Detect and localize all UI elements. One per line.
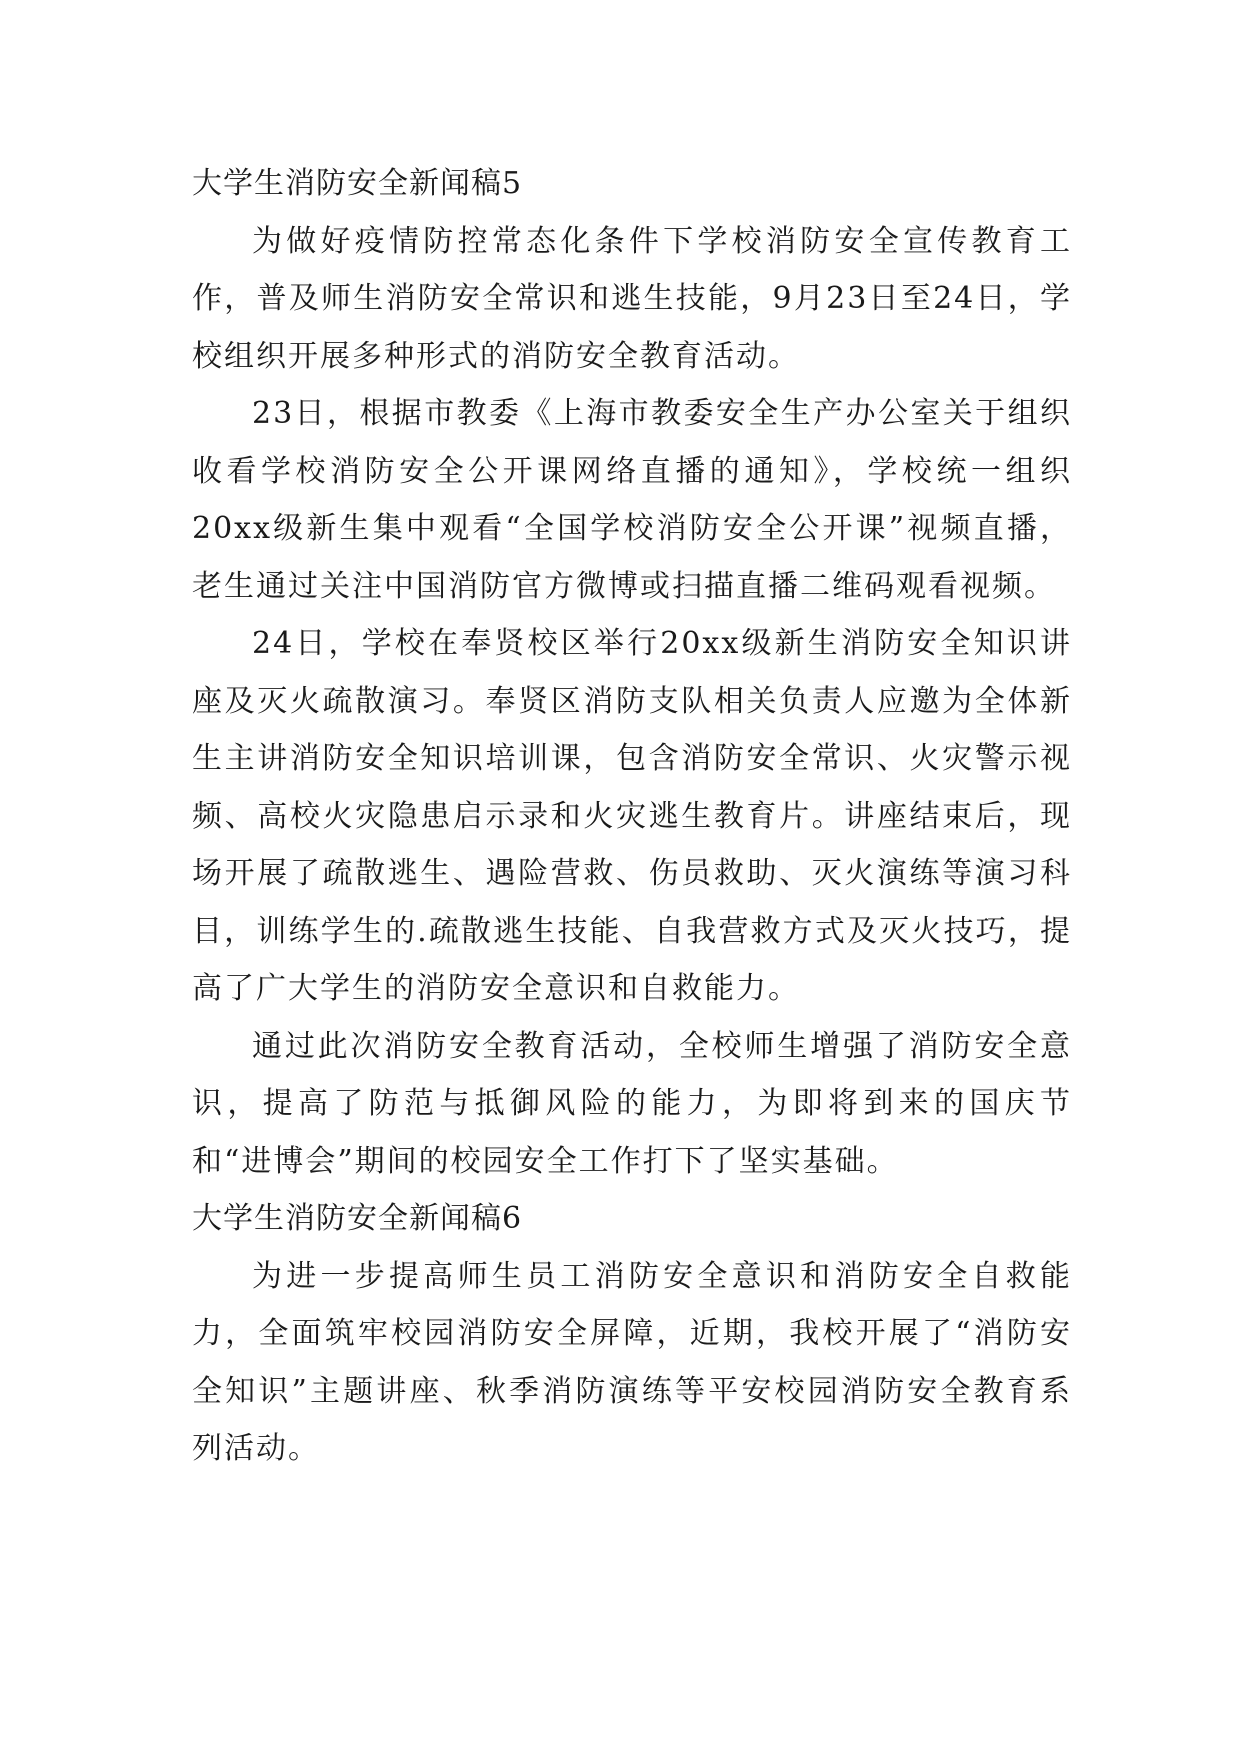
article-title: 大学生消防安全新闻稿6 (192, 1201, 523, 1236)
article-6 (192, 1190, 1072, 1478)
article-title: 大学生消防安全新闻稿5 (192, 166, 523, 201)
article-paragraph: 23日，根据市教委《上海市教委安全生产办公室关于组织收看学校消防安全公开课网络直播的通知》，学校统一组织20xx级新生集中观看“全国学校消防安全公开课”视频直播，老生通过关注中国消防官方微博或扫描直播二维码观看视频。 (192, 396, 1072, 604)
article-paragraph: 为进一步提高师生员工消防安全意识和消防安全自救能力，全面筑牢校园消防安全屏障，近期，我校开展了“消防安全知识”主题讲座、秋季消防演练等平安校园消防安全教育系列活动。 (192, 1258, 1072, 1466)
document-body (192, 155, 1072, 1478)
article-paragraph: 为做好疫情防控常态化条件下学校消防安全宣传教育工作，普及师生消防安全常识和逃生技能，9月23日至24日，学校组织开展多种形式的消防安全教育活动。 (192, 223, 1072, 374)
article-paragraph: 通过此次消防安全教育活动，全校师生增强了消防安全意识，提高了防范与抵御风险的能力，为即将到来的国庆节和“进博会”期间的校园安全工作打下了坚实基础。 (192, 1028, 1072, 1179)
article-paragraph: 24日，学校在奉贤校区举行20xx级新生消防安全知识讲座及灭火疏散演习。奉贤区消防支队相关负责人应邀为全体新生主讲消防安全知识培训课，包含消防安全常识、火灾警示视频、高校火灾隐患启示录和火灾逃生教育片。讲座结束后，现场开展了疏散逃生、遇险营救、伤员救助、灭火演练等演习科目，训练学生的.疏散逃生技能、自我营救方式及灭火技巧，提高了广大学生的消防安全意识和自救能力。 (192, 626, 1072, 1006)
article-5 (192, 155, 1072, 1190)
